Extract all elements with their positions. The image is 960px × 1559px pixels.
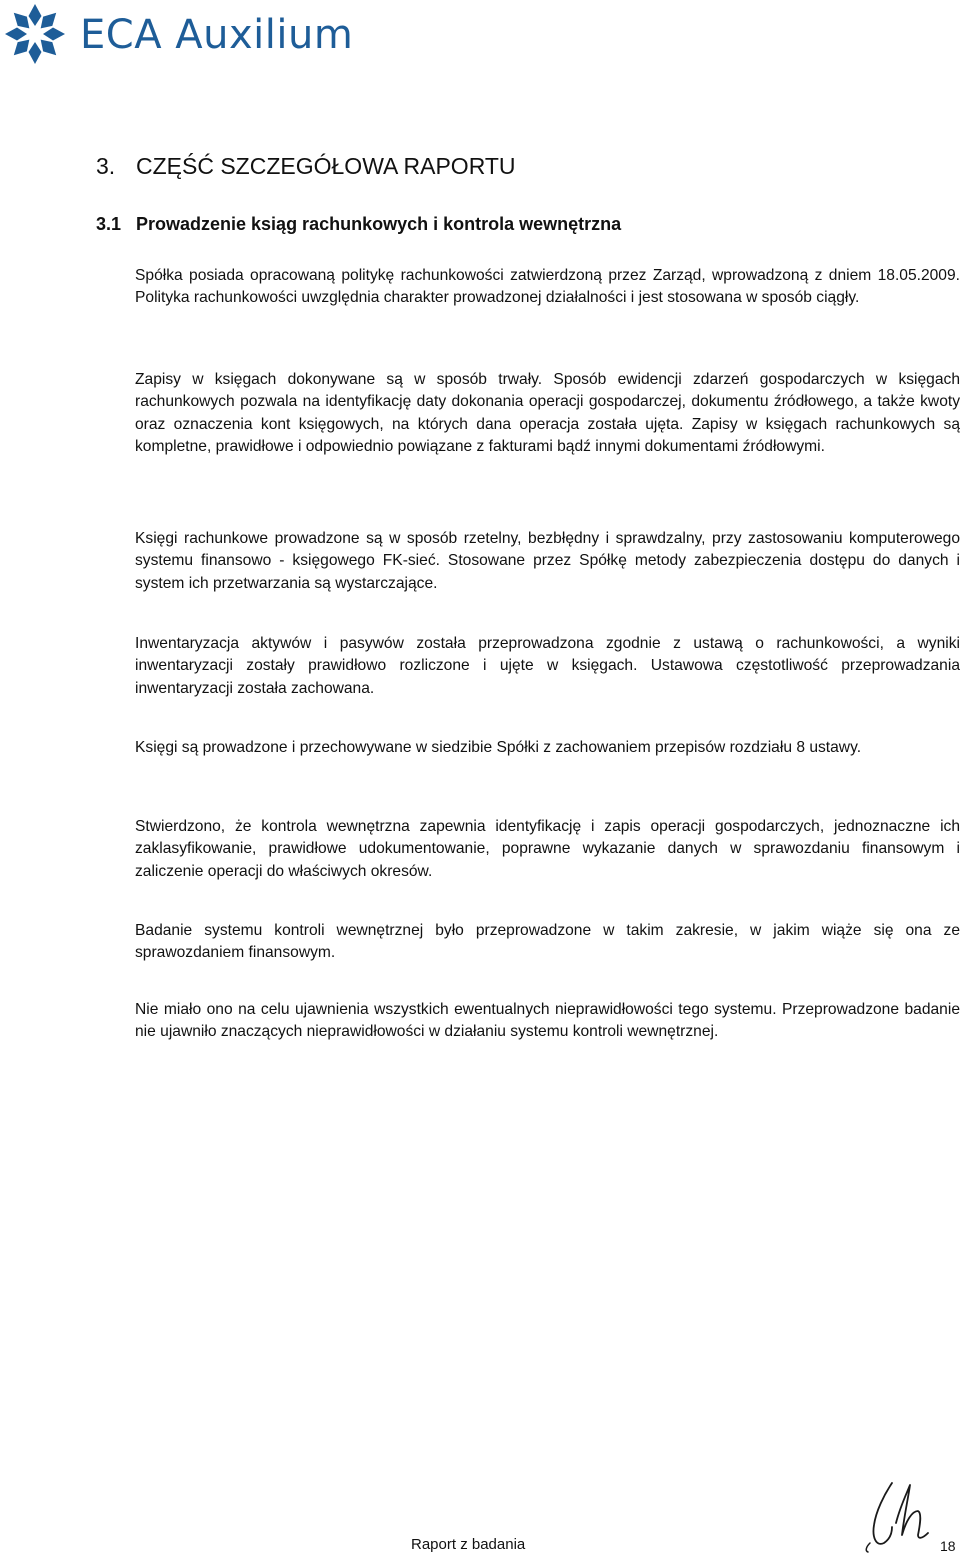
paragraph-internal-control: Stwierdzono, że kontrola wewnętrzna zapewnia identyfikację i zapis operacji gospodarczych, jednoznaczne ich zaklasyfikowanie, prawidłowe udokumentowanie, poprawne wykazanie danych w sprawozdaniu finansowym i zaliczenie operacji do właściwych okresów. [135, 818, 960, 880]
logo-star-point [41, 40, 57, 56]
subsection-heading [96, 212, 621, 236]
section-title: CZĘŚĆ SZCZEGÓŁOWA RAPORTU [136, 153, 516, 179]
paragraph-storage: Księgi są prowadzone i przechowywane w siedzibie Spółki z zachowaniem przepisów rozdziału 8 ustawy. [135, 739, 862, 756]
footer-label: Raport z badania [411, 1536, 526, 1553]
paragraph-inventory: Inwentaryzacja aktywów i pasywów została przeprowadzona zgodnie z ustawą o rachunkowości, a wyniki inwentaryzacji zostały prawidłowo rozliczone i ujęte w księgach. Ustawowa częstotliwość przeprowadzania inwentaryzacji została zachowana. [135, 635, 960, 697]
logo-star-point [41, 13, 57, 29]
paragraph-control-scope: Badanie systemu kontroli wewnętrznej było przeprowadzone w takim zakresie, w jakim wiąże się ona ze sprawozdaniem finansowym. [135, 922, 960, 962]
logo-star-point [43, 28, 65, 41]
page-number: 18 [940, 1538, 956, 1554]
logo-star-point [14, 13, 30, 29]
star-logo-icon [4, 3, 66, 65]
signature-initials [862, 1477, 942, 1553]
paragraph-control-findings: Nie miało ono na celu ujawnienia wszystkich ewentualnych nieprawidłowości tego systemu. Przeprowadzone badanie nie ujawniło znaczących nieprawidłowości w działaniu systemu kontroli wewnętrznej. [135, 1001, 960, 1041]
paragraph-accounting-policy: Spółka posiada opracowaną politykę rachunkowości zatwierdzoną przez Zarząd, wprowadzoną z dniem 18.05.2009. Polityka rachunkowości uwzględnia charakter prowadzonej działalności i jest stosowana w sposób ciągły. [135, 267, 960, 307]
logo-star-point [5, 28, 27, 41]
section-number: 3. [96, 153, 116, 179]
paragraph-books: Księgi rachunkowe prowadzone są w sposób rzetelny, bezbłędny i sprawdzalny, przy zastosowaniu komputerowego systemu finansowo - księgowego FK-sieć. Stosowane przez Spółkę metody zabezpieczenia dostępu do danych i system ich przetwarzania są wystarczające. [135, 530, 960, 592]
paragraph-records: Zapisy w księgach dokonywane są w sposób trwały. Sposób ewidencji zdarzeń gospodarczych w księgach rachunkowych pozwala na identyfikację daty dokonania operacji gospodarczej, dokumentu źródłowego, a także kwoty oraz oznaczenia kont księgowych, na których dana operacja została ujęta. Zapisy w księgach rachunkowych są kompletne, prawidłowe i odpowiednio powiązane z fakturami bądź innymi dokumentami źródłowymi. [135, 371, 960, 456]
subsection-title: Prowadzenie ksiąg rachunkowych i kontrola wewnętrzna [136, 214, 622, 234]
logo-star-point [14, 40, 30, 56]
subsection-number: 3.1 [96, 214, 122, 234]
section-heading [96, 151, 516, 181]
logo-text: ECA Auxilium [80, 12, 354, 58]
company-logo [4, 2, 353, 66]
logo-star-point [29, 4, 42, 26]
logo-star-point [29, 42, 42, 64]
